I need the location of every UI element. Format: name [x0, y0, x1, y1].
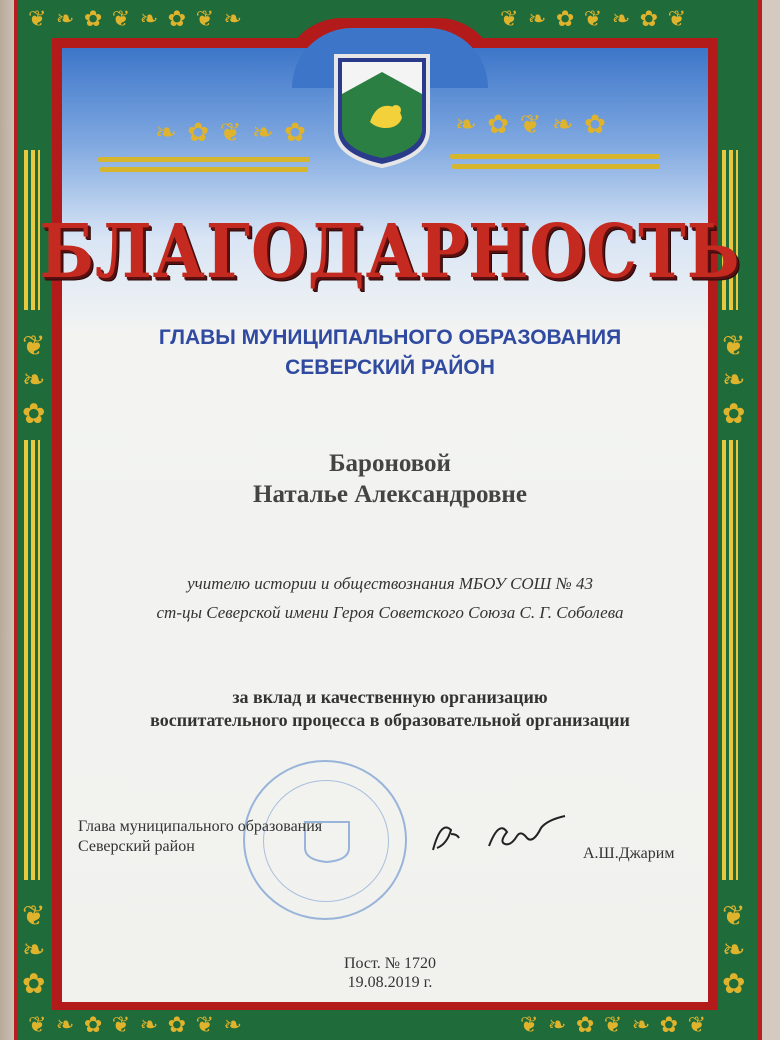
ornament-icon: ❦ ❧ ✿ ❦ ❧ ✿ ❦ ❧ [28, 1012, 244, 1037]
ornament-icon: ❦ ❧ ✿ ❦ ❧ ✿ ❦ ❧ [28, 6, 244, 31]
stamp-seal [243, 760, 407, 920]
reason-line-1: за вклад и качественную организацию [232, 687, 548, 707]
recipient-surname: Бароновой [329, 450, 451, 477]
gold-line [98, 157, 310, 162]
ornament-icon: ❦ ❧ ✿ [22, 901, 48, 1000]
gold-line [100, 167, 308, 172]
issuer-line-1: ГЛАВЫ МУНИЦИПАЛЬНОГО ОБРАЗОВАНИЯ [158, 326, 622, 349]
ornament-icon: ❦ ❧ ✿ ❦ ❧ ✿ ❦ [500, 6, 689, 31]
position-line-2: ст-цы Северской имени Героя Советского Союза С. Г. Соболева [156, 603, 624, 622]
ornament-icon: ❦ ❧ ✿ [722, 901, 748, 1000]
ornament-icon: ❧ ✿ ❦ ❧ ✿ [455, 110, 608, 139]
signer-title-line-2: Северский район [78, 838, 195, 855]
emblem-icon [332, 52, 432, 170]
certificate-title: БЛАГОДАРНОСТЬ [39, 209, 741, 296]
gold-line [450, 154, 660, 159]
gold-line [452, 164, 660, 169]
ornament-icon: ❧ ✿ ❦ ❧ ✿ [155, 118, 308, 147]
order-number: Пост. № 1720 [343, 955, 437, 972]
issuer-line-2: СЕВЕРСКИЙ РАЙОН [285, 356, 495, 379]
signature [425, 810, 575, 860]
signer-title-line-1: Глава муниципального образования [78, 818, 323, 835]
ornament-icon: ❦ ❧ ✿ [22, 331, 48, 430]
order-date: 19.08.2019 г. [347, 974, 433, 991]
recipient-name: Наталье Александровне [253, 481, 527, 508]
signer-name: А.Ш.Джарим [583, 845, 675, 862]
position-line-1: учителю истории и обществознания МБОУ СОШ № 43 [187, 574, 593, 593]
reason-line-2: воспитательного процесса в образовательной организации [150, 710, 630, 730]
ornament-icon: ❦ ❧ ✿ ❦ ❧ ✿ ❦ [520, 1012, 709, 1037]
ornament-icon: ❦ ❧ ✿ [722, 331, 748, 430]
